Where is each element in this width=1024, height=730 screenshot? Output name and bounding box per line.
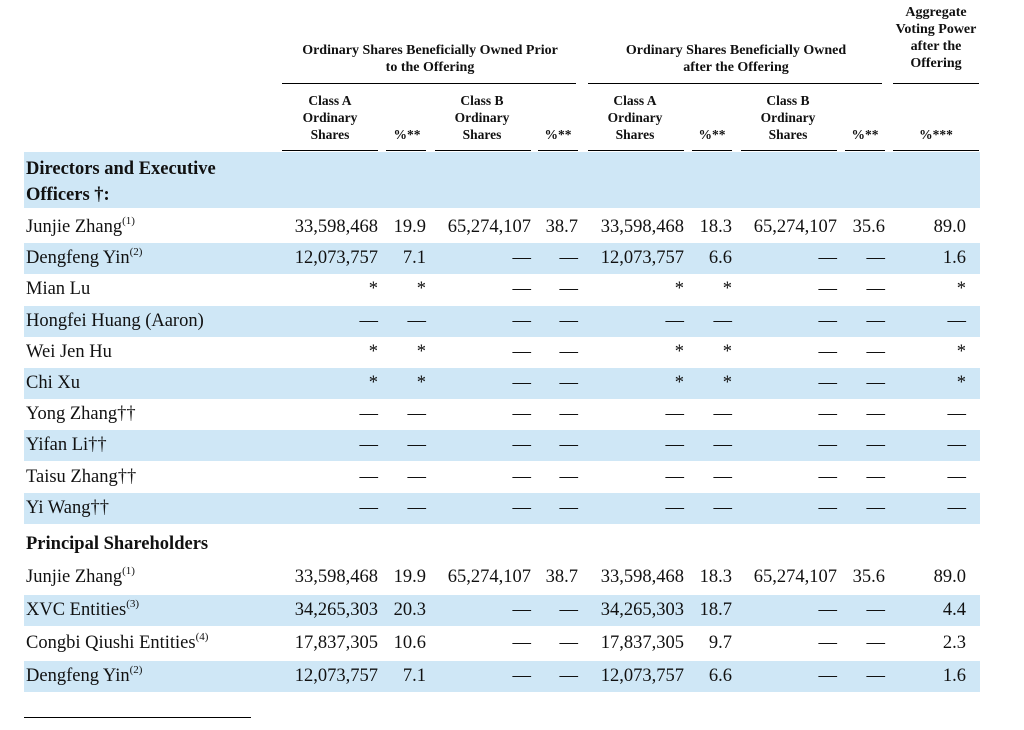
cell-a2-pct: * — [722, 341, 732, 362]
table-row — [24, 661, 980, 692]
row-name-text: Hongfei Huang (Aaron) — [26, 310, 204, 331]
cell-a2-pct: — — [713, 466, 732, 487]
cell-b-shares: — — [512, 666, 531, 686]
cell-b-pct: — — [559, 310, 578, 331]
cell-a2-shares: * — [674, 341, 684, 362]
row-name — [26, 666, 142, 687]
cell-a-pct: 7.1 — [402, 248, 426, 269]
subheader-class-b-after-text: Class B Ordinary Shares — [760, 93, 816, 142]
cell-a2-pct: — — [713, 435, 732, 456]
header-after-offering — [612, 42, 860, 76]
row-name-text: Taisu Zhang†† — [26, 466, 137, 487]
subheader-class-b-prior-rule — [435, 150, 531, 151]
cell-b2-shares: — — [818, 310, 837, 331]
cell-b-shares: — — [512, 341, 531, 362]
cell-voting: * — [956, 373, 966, 393]
subheader-pct-b-prior — [536, 126, 580, 143]
cell-voting: 1.6 — [942, 666, 966, 686]
cell-b2-shares: — — [818, 248, 837, 269]
cell-a-shares: — — [359, 497, 378, 518]
cell-a-shares: * — [368, 373, 378, 393]
subheader-class-a-prior-rule — [282, 150, 378, 151]
header-after-offering-text: Ordinary Shares Beneficially Owned after the Offering — [625, 43, 847, 75]
cell-a-pct: * — [416, 373, 426, 393]
header-after-rule — [588, 83, 882, 84]
cell-voting: 1.6 — [942, 248, 966, 269]
subheader-pct-voting-rule — [893, 150, 979, 151]
cell-b2-pct: — — [866, 341, 885, 362]
cell-b2-pct: 35.6 — [852, 217, 885, 237]
cell-a2-shares: — — [665, 435, 684, 456]
subheader-class-a-after-text: Class A Ordinary Shares — [607, 93, 663, 142]
cell-b-shares: — — [512, 466, 531, 487]
cell-b-shares: — — [512, 633, 531, 653]
cell-a-shares: 33,598,468 — [294, 567, 378, 587]
cell-a2-pct: 6.6 — [708, 666, 732, 686]
subheader-pct-b-after-rule — [845, 150, 885, 151]
cell-a-pct: * — [416, 279, 426, 300]
table-row — [24, 306, 980, 337]
cell-b-shares: — — [512, 497, 531, 518]
cell-b2-pct: — — [866, 466, 885, 487]
cell-a-pct: 20.3 — [393, 600, 426, 620]
cell-a2-pct: — — [713, 404, 732, 425]
row-name-text: XVC Entities — [26, 600, 127, 620]
cell-a2-pct: * — [722, 373, 732, 393]
subheader-class-b-after — [744, 92, 832, 143]
row-name — [26, 217, 135, 238]
cell-a-shares: 33,598,468 — [294, 217, 378, 237]
cell-b-shares: — — [512, 600, 531, 620]
cell-a2-pct: 18.3 — [699, 567, 732, 587]
cell-a2-pct: — — [713, 497, 732, 518]
cell-b-shares: 65,274,107 — [447, 217, 531, 237]
row-name-text: Congbi Qiushi Entities — [26, 633, 196, 653]
cell-a-shares: * — [368, 279, 378, 300]
table-row — [24, 243, 980, 274]
subheader-class-b-after-rule — [741, 150, 837, 151]
cell-b2-shares: — — [818, 404, 837, 425]
cell-b-pct: — — [559, 279, 578, 300]
cell-b2-pct: — — [866, 600, 885, 620]
row-name-text: Junjie Zhang — [26, 217, 123, 237]
cell-a-shares: — — [359, 310, 378, 331]
cell-voting: — — [947, 404, 966, 425]
cell-b2-shares: 65,274,107 — [753, 567, 837, 587]
row-name — [26, 248, 142, 269]
cell-b2-shares: — — [818, 373, 837, 393]
row-name-text: Dengfeng Yin — [26, 666, 130, 686]
cell-a-pct: 7.1 — [402, 666, 426, 686]
cell-voting: 89.0 — [933, 567, 966, 587]
footnote-reference: (3) — [126, 598, 140, 610]
cell-b2-shares: 65,274,107 — [753, 217, 837, 237]
cell-b-pct: — — [559, 633, 578, 653]
subheader-pct-b-after-text: %** — [851, 127, 879, 142]
footnote-reference: (1) — [122, 215, 135, 227]
subheader-class-b-prior — [438, 92, 526, 143]
subheader-class-b-prior-text: Class B Ordinary Shares — [454, 93, 510, 142]
cell-voting: 2.3 — [942, 633, 966, 653]
table-row — [24, 274, 980, 305]
row-name — [26, 567, 135, 588]
cell-b-pct: 38.7 — [545, 217, 578, 237]
subheader-class-a-prior-text: Class A Ordinary Shares — [302, 93, 358, 142]
cell-a-pct: — — [407, 466, 426, 487]
cell-b2-shares: — — [818, 633, 837, 653]
subheader-pct-b-prior-rule — [538, 150, 578, 151]
cell-a2-pct: 18.7 — [699, 600, 732, 620]
cell-a-pct: 19.9 — [393, 217, 426, 237]
cell-a2-pct: 18.3 — [699, 217, 732, 237]
cell-b2-shares: — — [818, 600, 837, 620]
cell-voting: — — [947, 435, 966, 456]
section-principal-text: Principal Shareholders — [26, 534, 209, 554]
cell-b-pct: — — [559, 666, 578, 686]
cell-voting: * — [956, 341, 966, 362]
header-voting-rule — [893, 83, 979, 84]
table-row — [24, 337, 980, 368]
row-name-text: Junjie Zhang — [26, 567, 123, 587]
subheader-class-a-after — [591, 92, 679, 143]
table-row — [24, 462, 980, 493]
cell-b-pct: — — [559, 404, 578, 425]
cell-b-pct: — — [559, 248, 578, 269]
row-name — [26, 435, 107, 456]
cell-b2-pct: 35.6 — [852, 567, 885, 587]
header-prior-offering — [296, 42, 564, 76]
table-row — [24, 493, 980, 524]
cell-a-shares: — — [359, 466, 378, 487]
cell-a2-shares: — — [665, 310, 684, 331]
subheader-pct-a-after — [690, 126, 734, 143]
cell-a-pct: 10.6 — [393, 633, 426, 653]
cell-a-shares: 17,837,305 — [294, 633, 378, 653]
cell-b2-pct: — — [866, 497, 885, 518]
cell-b-shares: — — [512, 248, 531, 269]
cell-b-pct: — — [559, 373, 578, 393]
subheader-pct-voting-text: %*** — [919, 127, 953, 142]
footnote-divider — [24, 717, 251, 718]
cell-voting: * — [956, 279, 966, 300]
cell-a2-shares: 12,073,757 — [600, 248, 684, 269]
cell-b2-shares: — — [818, 341, 837, 362]
cell-b2-pct: — — [866, 666, 885, 686]
table-row — [24, 562, 980, 593]
cell-b2-shares: — — [818, 435, 837, 456]
cell-a2-pct: * — [722, 279, 732, 300]
row-name-text: Yi Wang†† — [26, 497, 109, 518]
cell-a-shares: 12,073,757 — [294, 666, 378, 686]
cell-voting: — — [947, 310, 966, 331]
cell-a2-shares: 33,598,468 — [600, 567, 684, 587]
subheader-pct-b-after — [843, 126, 887, 143]
cell-b-shares: — — [512, 435, 531, 456]
cell-b2-pct: — — [866, 310, 885, 331]
cell-b2-pct: — — [866, 404, 885, 425]
section-principal-title — [26, 531, 286, 557]
cell-a2-pct: — — [713, 310, 732, 331]
cell-b2-pct: — — [866, 435, 885, 456]
subheader-pct-b-prior-text: %** — [544, 127, 572, 142]
cell-b-pct: — — [559, 600, 578, 620]
section-directors-text: Directors and Executive Officers †: — [26, 159, 216, 205]
cell-b-pct: — — [559, 341, 578, 362]
cell-a2-pct: 6.6 — [708, 248, 732, 269]
subheader-pct-a-prior-text: %** — [393, 127, 421, 142]
cell-a2-shares: — — [665, 466, 684, 487]
row-name — [26, 311, 204, 332]
cell-b-shares: — — [512, 373, 531, 393]
subheader-class-a-after-rule — [588, 150, 684, 151]
row-name-text: Yong Zhang†† — [26, 404, 136, 425]
cell-a2-shares: * — [674, 373, 684, 393]
header-voting-power — [892, 4, 980, 72]
cell-voting: 89.0 — [933, 217, 966, 237]
table-row — [24, 628, 980, 659]
cell-b-shares: — — [512, 404, 531, 425]
cell-a-pct: — — [407, 497, 426, 518]
cell-a-pct: — — [407, 404, 426, 425]
row-name — [26, 373, 80, 394]
row-name-text: Dengfeng Yin — [26, 248, 130, 269]
cell-a-shares: 12,073,757 — [294, 248, 378, 269]
cell-b-pct: 38.7 — [545, 567, 578, 587]
cell-a-shares: — — [359, 435, 378, 456]
row-name — [26, 404, 136, 425]
row-name — [26, 342, 112, 363]
cell-b2-pct: — — [866, 373, 885, 393]
row-name — [26, 498, 109, 519]
subheader-pct-a-after-rule — [692, 150, 732, 151]
row-name-text: Chi Xu — [26, 373, 80, 393]
cell-a2-shares: — — [665, 404, 684, 425]
table-row — [24, 399, 980, 430]
cell-a2-shares: 12,073,757 — [600, 666, 684, 686]
cell-b-shares: — — [512, 279, 531, 300]
cell-voting: — — [947, 497, 966, 518]
table-row — [24, 212, 980, 243]
cell-b2-pct: — — [866, 279, 885, 300]
cell-a2-shares: * — [674, 279, 684, 300]
subheader-pct-a-prior-rule — [386, 150, 426, 151]
header-voting-power-text: Aggregate Voting Power after the Offering — [895, 5, 977, 71]
table-row — [24, 430, 980, 461]
cell-voting: — — [947, 466, 966, 487]
cell-a-pct: — — [407, 310, 426, 331]
cell-b2-shares: — — [818, 497, 837, 518]
cell-b-pct: — — [559, 435, 578, 456]
row-name — [26, 633, 208, 654]
table-row — [24, 595, 980, 626]
cell-a2-shares: 17,837,305 — [600, 633, 684, 653]
footnote-reference: (4) — [195, 631, 209, 643]
cell-voting: 4.4 — [942, 600, 966, 620]
footnote-reference: (1) — [122, 565, 135, 577]
cell-a2-pct: 9.7 — [708, 633, 732, 653]
header-prior-offering-text: Ordinary Shares Beneficially Owned Prior to the Offering — [302, 43, 558, 75]
footnote-reference: (2) — [129, 664, 143, 676]
row-name — [26, 467, 136, 488]
section-directors-title — [26, 156, 256, 208]
cell-a2-shares: — — [665, 497, 684, 518]
row-name — [26, 279, 90, 300]
cell-a-shares: 34,265,303 — [294, 600, 378, 620]
header-prior-rule — [282, 83, 576, 84]
cell-a-shares: * — [368, 341, 378, 362]
cell-a2-shares: 33,598,468 — [600, 217, 684, 237]
cell-b-pct: — — [559, 466, 578, 487]
cell-b-pct: — — [559, 497, 578, 518]
cell-a-pct: — — [407, 435, 426, 456]
cell-a-shares: — — [359, 404, 378, 425]
subheader-pct-a-after-text: %** — [698, 127, 726, 142]
cell-b-shares: 65,274,107 — [447, 567, 531, 587]
row-name — [26, 600, 139, 621]
cell-b2-shares: — — [818, 279, 837, 300]
row-name-text: Wei Jen Hu — [26, 341, 112, 362]
cell-b2-shares: — — [818, 666, 837, 686]
subheader-pct-voting — [900, 126, 972, 143]
row-name-text: Mian Lu — [26, 279, 91, 300]
cell-a-pct: * — [416, 341, 426, 362]
cell-b-shares: — — [512, 310, 531, 331]
subheader-class-a-prior — [286, 92, 374, 143]
subheader-pct-a-prior — [385, 126, 429, 143]
table-row — [24, 368, 980, 399]
footnote-reference: (2) — [129, 246, 143, 259]
row-name-text: Yifan Li†† — [26, 435, 107, 456]
cell-b2-pct: — — [866, 633, 885, 653]
cell-a-pct: 19.9 — [393, 567, 426, 587]
cell-b2-pct: — — [866, 248, 885, 269]
cell-b2-shares: — — [818, 466, 837, 487]
cell-a2-shares: 34,265,303 — [600, 600, 684, 620]
